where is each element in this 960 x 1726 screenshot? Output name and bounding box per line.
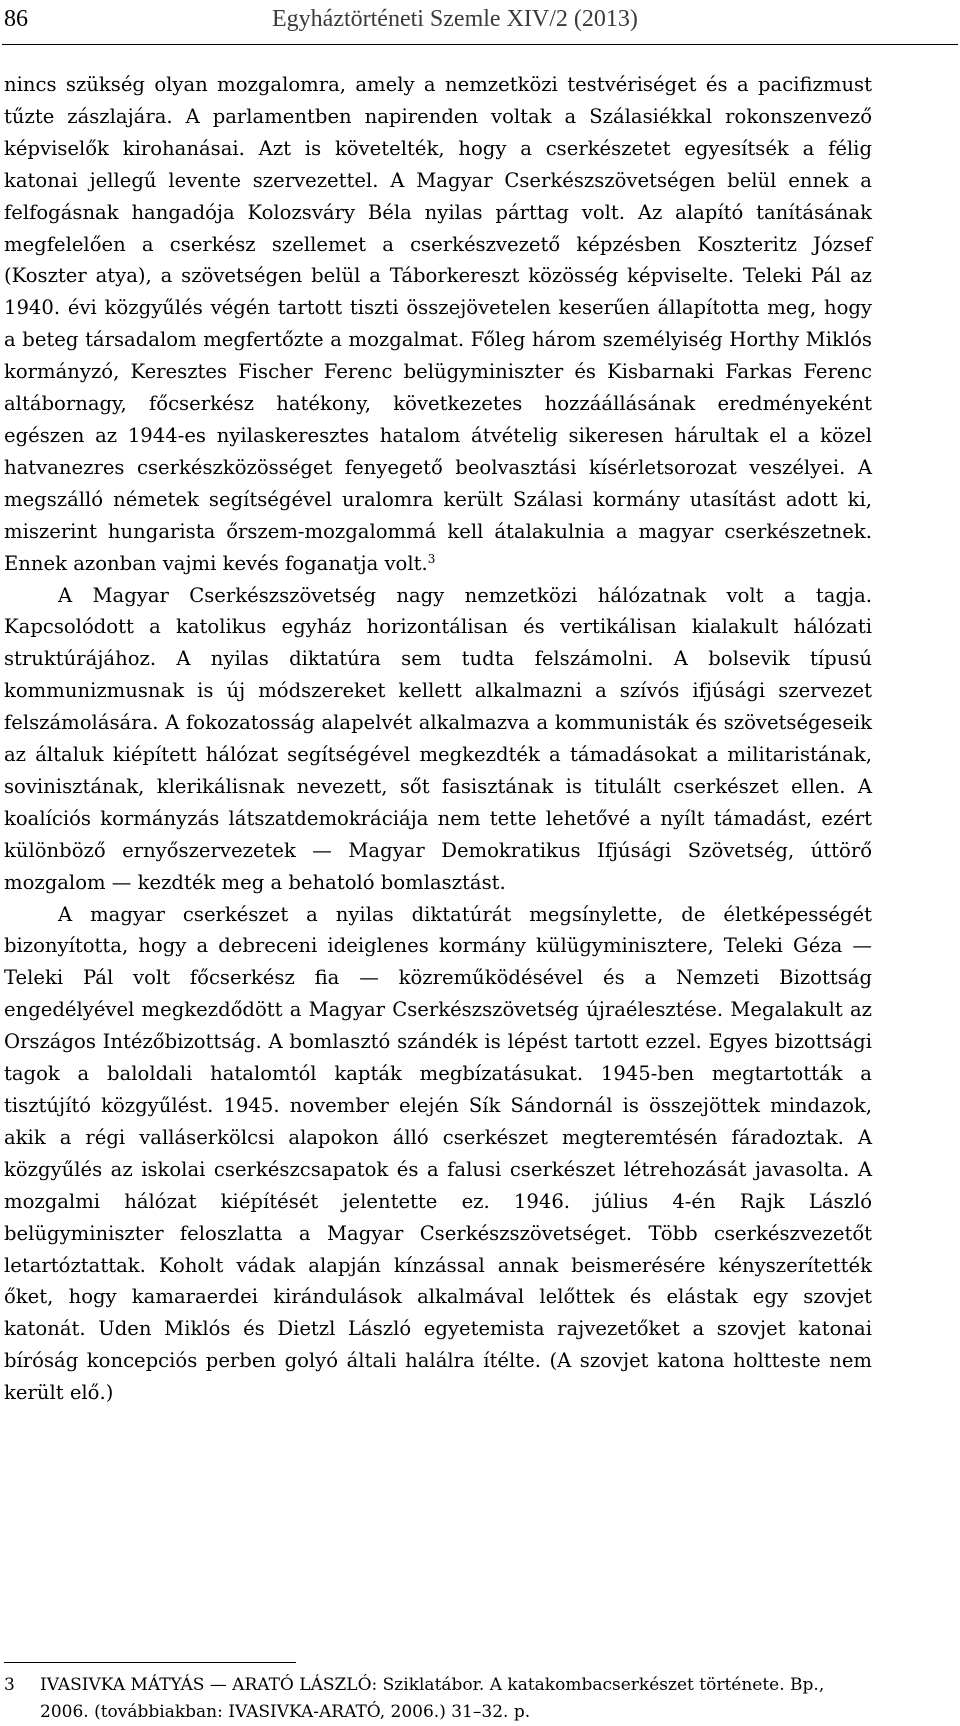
body-text [4,69,872,1409]
page-header [2,0,958,45]
footnote-reference[interactable]: 3 [427,551,436,566]
footnote-separator [4,1662,296,1663]
footnote-number: 3 [4,1675,15,1695]
paragraph-text: nincs szükség olyan mozgalomra, amely a nemzetközi testvériséget és a pacifizmust tűzte zászlajára. A parlamentben napirenden voltak a Szálasiékkal rokonszenvező képviselők kirohanásai. Azt is követelték, hogy a cserkészetet egyesítsék a félig katonai jellegű levente szervezettel. A Magyar Cserkészszövetségen belül ennek a felfogásnak hangadója Kolozsváry Béla nyilas párttag volt. Az alapító tanításának megfelelően a cserkész szellemet a cserkészvezető képzésben Koszteritz József (Koszter atya), a szövetségen belül a Táborkereszt közösség képviselte. Teleki Pál az 1940. évi közgyűlés végén tartott tiszti összejövetelen keserűen állapította meg, hogy a beteg társadalom megfertőzte a mozgalmat. Főleg három személyiség Horthy Miklós kormányzó, Keresztes Fischer Ferenc belügyminiszter és Kisbarnaki Farkas Ferenc altábornagy, főcserkész hatékony, következetes hozzáállásának eredményeként egészen az 1944-es nyilaskeresztes hatalom átvételig sikeresen hárultak el a közel hatvanezres cserkészközösséget fenyegető beolvasztási kísérletsorozat veszélyei. A megszálló németek segítségével uralomra került Szálasi kormány utasítást adott ki, miszerint hungarista őrszem-mozgalommá kell átalakulnia a magyar cserkészetnek. Ennek azonban vajmi kevés foganatja volt. [4,73,872,575]
paragraph: A Magyar Cserkészszövetség nagy nemzetközi hálózatnak volt a tagja. Kapcsolódott a katolikus egyház horizontálisan és vertikálisan kialakult hálózati struktúrájához. A nyilas diktatúra sem tudta felszámolni. A bolsevik típusú kommunizmusnak is új módszereket kellett alkalmazni a szívós ifjúsági szervezet felszámolására. A fokozatosság alapelvét alkalmazva a kommunisták és szövetségeseik az általuk kiépített hálózat segítségével megkezdték a támadásokat a militaristának, sovinisztának, klerikálisnak nevezett, sőt fasisztának is titulált cserkészet ellen. A koalíciós kormányzás látszatdemokráciája nem tette lehetővé a nyílt támadást, ezért különböző ernyőszervezetek — Magyar Demokratikus Ifjúsági Szövetség, úttörő mozgalom — kezdték meg a behatoló bomlasztást. [4,583,872,894]
running-title: Egyháztörténeti Szemle XIV/2 (2013) [272,6,638,32]
footnote-text: IVASIVKA MÁTYÁS — ARATÓ LÁSZLÓ: Sziklatábor. A katakombacserkészet története. Bp., 2006. (továbbiakban: IVASIVKA-ARATÓ, 2006.) 31–32. p. [40,1675,825,1722]
paragraph [4,69,872,580]
page-number: 86 [4,6,28,32]
paragraph: A magyar cserkészet a nyilas diktatúrát megsínylette, de életképességét bizonyította, hogy a debreceni ideiglenes kormány külügyminisztere, Teleki Géza — Teleki Pál volt főcserkész fia — közreműködésével és a Nemzeti Bizottság engedélyével megkezdődött a Magyar Cserkészszövetség újraélesztése. Megalakult az Országos Intézőbizottság. A bomlasztó szándék is lépést tartott ezzel. Egyes bizottsági tagok a baloldali hatalomtól kapták megbízatásukat. 1945-ben megtartották a tisztújító közgyűlést. 1945. november elején Sík Sándornál is összejöttek mindazok, akik a régi valláserkölcsi alapokon álló cserkészet megteremtésén fáradoztak. A közgyűlés az iskolai cserkészcsapatok és a falusi cserkészet létrehozását javasolta. A mozgalmi hálózat kiépítését jelentette ez. 1946. július 4-én Rajk László belügyminiszter feloszlatta a Magyar Cserkészszövetséget. Több cserkészvezetőt letartóztattak. Koholt vádak alapján kínzással annak beismerésére kényszerítették őket, hogy kamaraerdei kirándulások alkalmával lelőttek és elástak egy szovjet katonát. Uden Miklós és Dietzl László egyetemista rajvezetőket a szovjet katonai bíróság koncepciós perben golyó általi halálra ítélte. (A szovjet katona holtteste nem került elő.) [4,902,872,1405]
